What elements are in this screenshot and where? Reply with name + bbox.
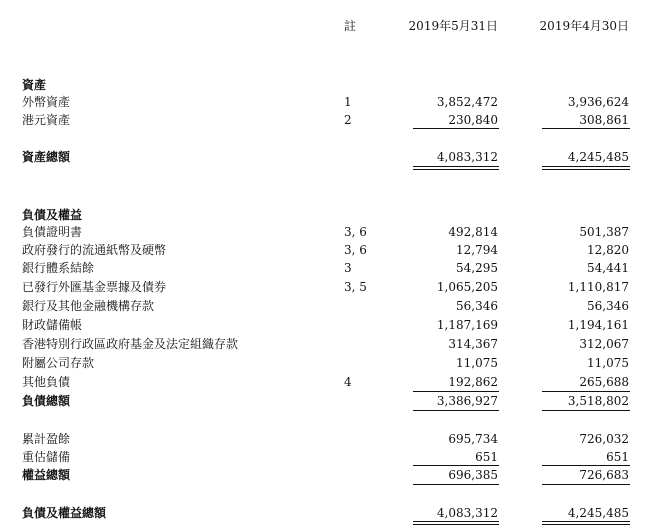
row-label: 其他負債 xyxy=(22,375,71,389)
total-rule xyxy=(542,521,630,522)
row-value-may: 230,840 xyxy=(448,113,498,127)
assets-total-may: 4,083,312 xyxy=(436,150,498,164)
row-value-apr: 1,194,161 xyxy=(567,318,629,332)
liabilities-total-apr: 3,518,802 xyxy=(567,394,629,408)
row-value-may: 192,862 xyxy=(448,375,498,389)
total-double-rule xyxy=(413,524,499,525)
row-value-apr: 312,067 xyxy=(579,337,629,351)
row-value-may: 695,734 xyxy=(448,432,498,446)
row-label: 附屬公司存款 xyxy=(22,356,95,370)
row-label: 財政儲備帳 xyxy=(22,318,83,332)
assets-total-apr: 4,245,485 xyxy=(567,150,629,164)
row-value-may: 12,794 xyxy=(456,243,498,257)
row-label: 政府發行的流通紙幣及硬幣 xyxy=(22,243,167,257)
row-value-may: 56,346 xyxy=(456,299,498,313)
row-value-apr: 12,820 xyxy=(587,243,629,257)
subtotal-rule xyxy=(413,128,499,129)
total-double-rule xyxy=(413,169,499,170)
subtotal-rule xyxy=(542,465,630,466)
row-label: 外幣資產 xyxy=(22,95,71,109)
note-column-header: 註 xyxy=(344,19,357,33)
total-double-rule xyxy=(542,169,630,170)
row-label: 重估儲備 xyxy=(22,450,71,464)
date-column-header-apr: 2019年4月30日 xyxy=(539,19,629,33)
row-value-apr: 265,688 xyxy=(579,375,629,389)
date-column-header-may: 2019年5月31日 xyxy=(408,19,498,33)
row-note: 2 xyxy=(344,113,352,127)
total-rule xyxy=(413,166,499,167)
row-label: 銀行及其他金融機構存款 xyxy=(22,299,155,313)
liabilities-total-label: 負債總額 xyxy=(22,394,71,408)
row-label: 累計盈餘 xyxy=(22,432,71,446)
row-value-may: 1,187,169 xyxy=(436,318,498,332)
row-value-may: 54,295 xyxy=(456,261,498,275)
total-rule xyxy=(413,410,499,411)
equity-total-may: 696,385 xyxy=(448,468,498,482)
grand-total-label: 負債及權益總額 xyxy=(22,506,107,520)
liabilities-total-may: 3,386,927 xyxy=(436,394,498,408)
row-value-may: 11,075 xyxy=(456,356,498,370)
total-rule xyxy=(542,484,630,485)
grand-total-may: 4,083,312 xyxy=(436,506,498,520)
row-value-apr: 11,075 xyxy=(587,356,629,370)
total-rule xyxy=(413,484,499,485)
row-value-apr: 1,110,817 xyxy=(567,280,629,294)
row-label: 銀行體系結餘 xyxy=(22,261,95,275)
row-value-apr: 651 xyxy=(606,450,629,464)
row-value-apr: 3,936,624 xyxy=(567,95,629,109)
row-value-apr: 726,032 xyxy=(579,432,629,446)
row-note: 1 xyxy=(344,95,352,109)
grand-total-apr: 4,245,485 xyxy=(567,506,629,520)
row-value-may: 3,852,472 xyxy=(436,95,498,109)
assets-total-label: 資產總額 xyxy=(22,150,71,164)
row-value-apr: 501,387 xyxy=(579,225,629,239)
row-label: 港元資產 xyxy=(22,113,71,127)
row-note: 3 xyxy=(344,261,352,275)
assets-section-title: 資產 xyxy=(22,78,47,92)
subtotal-rule xyxy=(542,128,630,129)
subtotal-rule xyxy=(413,391,499,392)
row-value-apr: 54,441 xyxy=(587,261,629,275)
total-rule xyxy=(542,166,630,167)
row-label: 負債證明書 xyxy=(22,225,83,239)
row-value-apr: 56,346 xyxy=(587,299,629,313)
equity-total-apr: 726,683 xyxy=(579,468,629,482)
row-value-may: 1,065,205 xyxy=(436,280,498,294)
total-rule xyxy=(413,521,499,522)
total-double-rule xyxy=(542,524,630,525)
row-value-may: 651 xyxy=(475,450,498,464)
row-value-may: 314,367 xyxy=(448,337,498,351)
subtotal-rule xyxy=(542,391,630,392)
row-note: 3, 5 xyxy=(344,280,367,294)
subtotal-rule xyxy=(413,465,499,466)
total-rule xyxy=(542,410,630,411)
liabilities-section-title: 負債及權益 xyxy=(22,208,83,222)
equity-total-label: 權益總額 xyxy=(22,468,71,482)
row-note: 4 xyxy=(344,375,352,389)
row-note: 3, 6 xyxy=(344,225,367,239)
row-value-may: 492,814 xyxy=(448,225,498,239)
row-value-apr: 308,861 xyxy=(579,113,629,127)
row-label: 香港特別行政區政府基金及法定組織存款 xyxy=(22,337,239,351)
row-label: 已發行外匯基金票據及債券 xyxy=(22,280,167,294)
row-note: 3, 6 xyxy=(344,243,367,257)
